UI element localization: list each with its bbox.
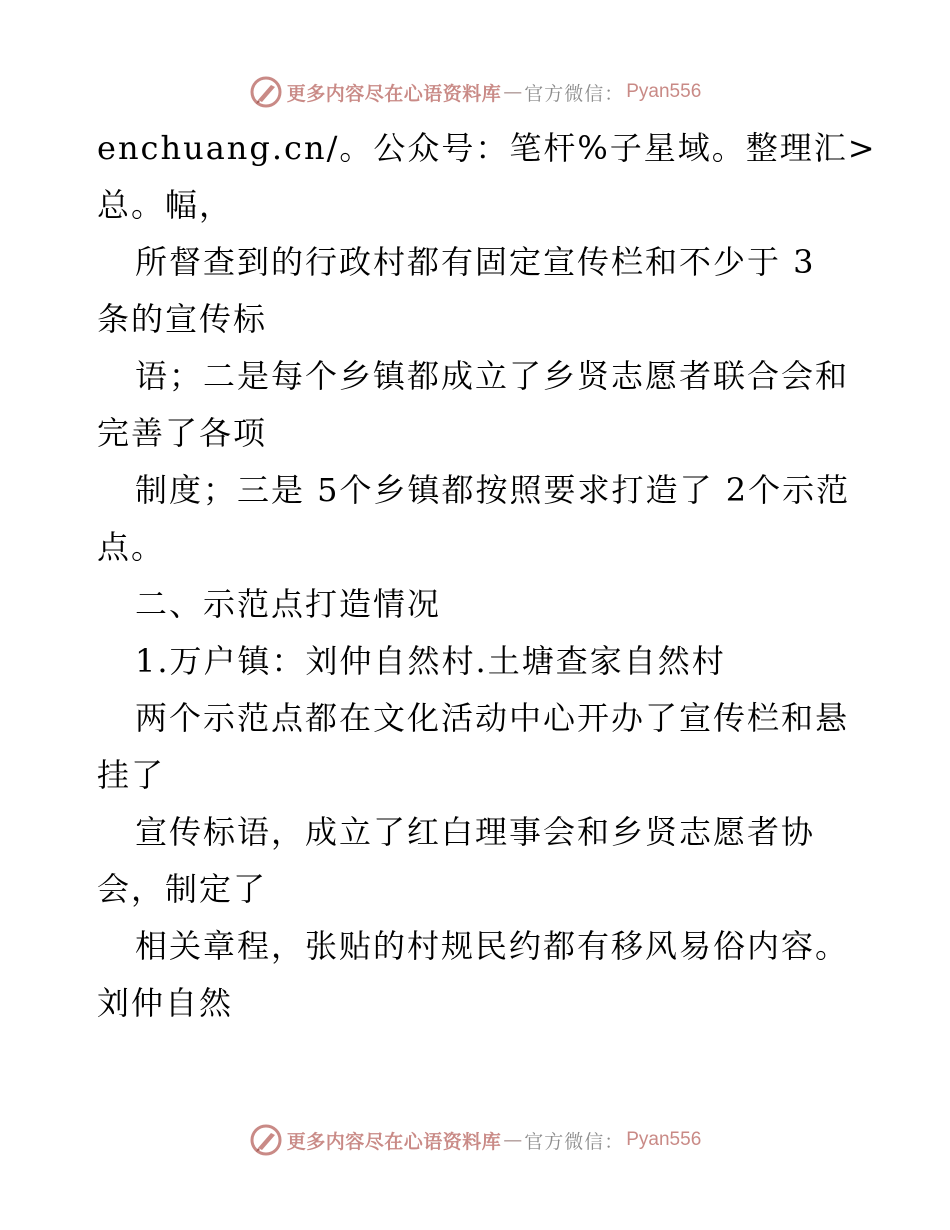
banner-dash: — — [503, 1129, 523, 1151]
pen-logo-icon — [249, 1123, 283, 1157]
text-line: enchuang.cn/。公众号：笔杆%子星域。整理汇> — [97, 129, 877, 167]
text-line: 条的宣传标 — [97, 300, 268, 338]
banner-official-label: 官方微信： — [524, 82, 625, 105]
banner-dash: — — [503, 81, 523, 103]
document-body — [97, 120, 877, 1032]
text-line: 相关章程，张贴的村规民约都有移风易俗内容。 — [135, 927, 850, 965]
text-line: 所督查到的行政村都有固定宣传栏和不少于 3 — [135, 243, 816, 281]
text-line: 制度；三是 5个乡镇都按照要求打造了 2个示范 — [135, 471, 851, 509]
section-heading: 二、示范点打造情况 — [135, 585, 442, 623]
header-banner — [0, 72, 950, 112]
text-line: 刘仲自然 — [97, 984, 234, 1022]
text-line: 完善了各项 — [97, 414, 268, 452]
subsection-heading: 1.万户镇：刘仲自然村.土塘查家自然村 — [135, 642, 726, 680]
banner-wechat-id: Pyan556 — [626, 1129, 702, 1150]
text-line: 会，制定了 — [97, 870, 268, 908]
banner-brand-text: 更多内容尽在心语资料库 — [286, 82, 502, 105]
banner-brand-text: 更多内容尽在心语资料库 — [286, 1130, 502, 1153]
footer-banner — [0, 1120, 950, 1160]
text-line: 点。 — [97, 528, 166, 566]
banner-official-label: 官方微信： — [524, 1130, 625, 1153]
text-line: 宣传标语，成立了红白理事会和乡贤志愿者协 — [135, 813, 816, 851]
banner-wechat-id: Pyan556 — [626, 81, 702, 102]
text-line: 两个示范点都在文化活动中心开办了宣传栏和悬 — [135, 699, 850, 737]
pen-logo-icon — [249, 75, 283, 109]
text-line: 总。幅， — [97, 186, 234, 224]
text-line: 挂了 — [97, 756, 166, 794]
text-line: 语；二是每个乡镇都成立了乡贤志愿者联合会和 — [135, 357, 850, 395]
